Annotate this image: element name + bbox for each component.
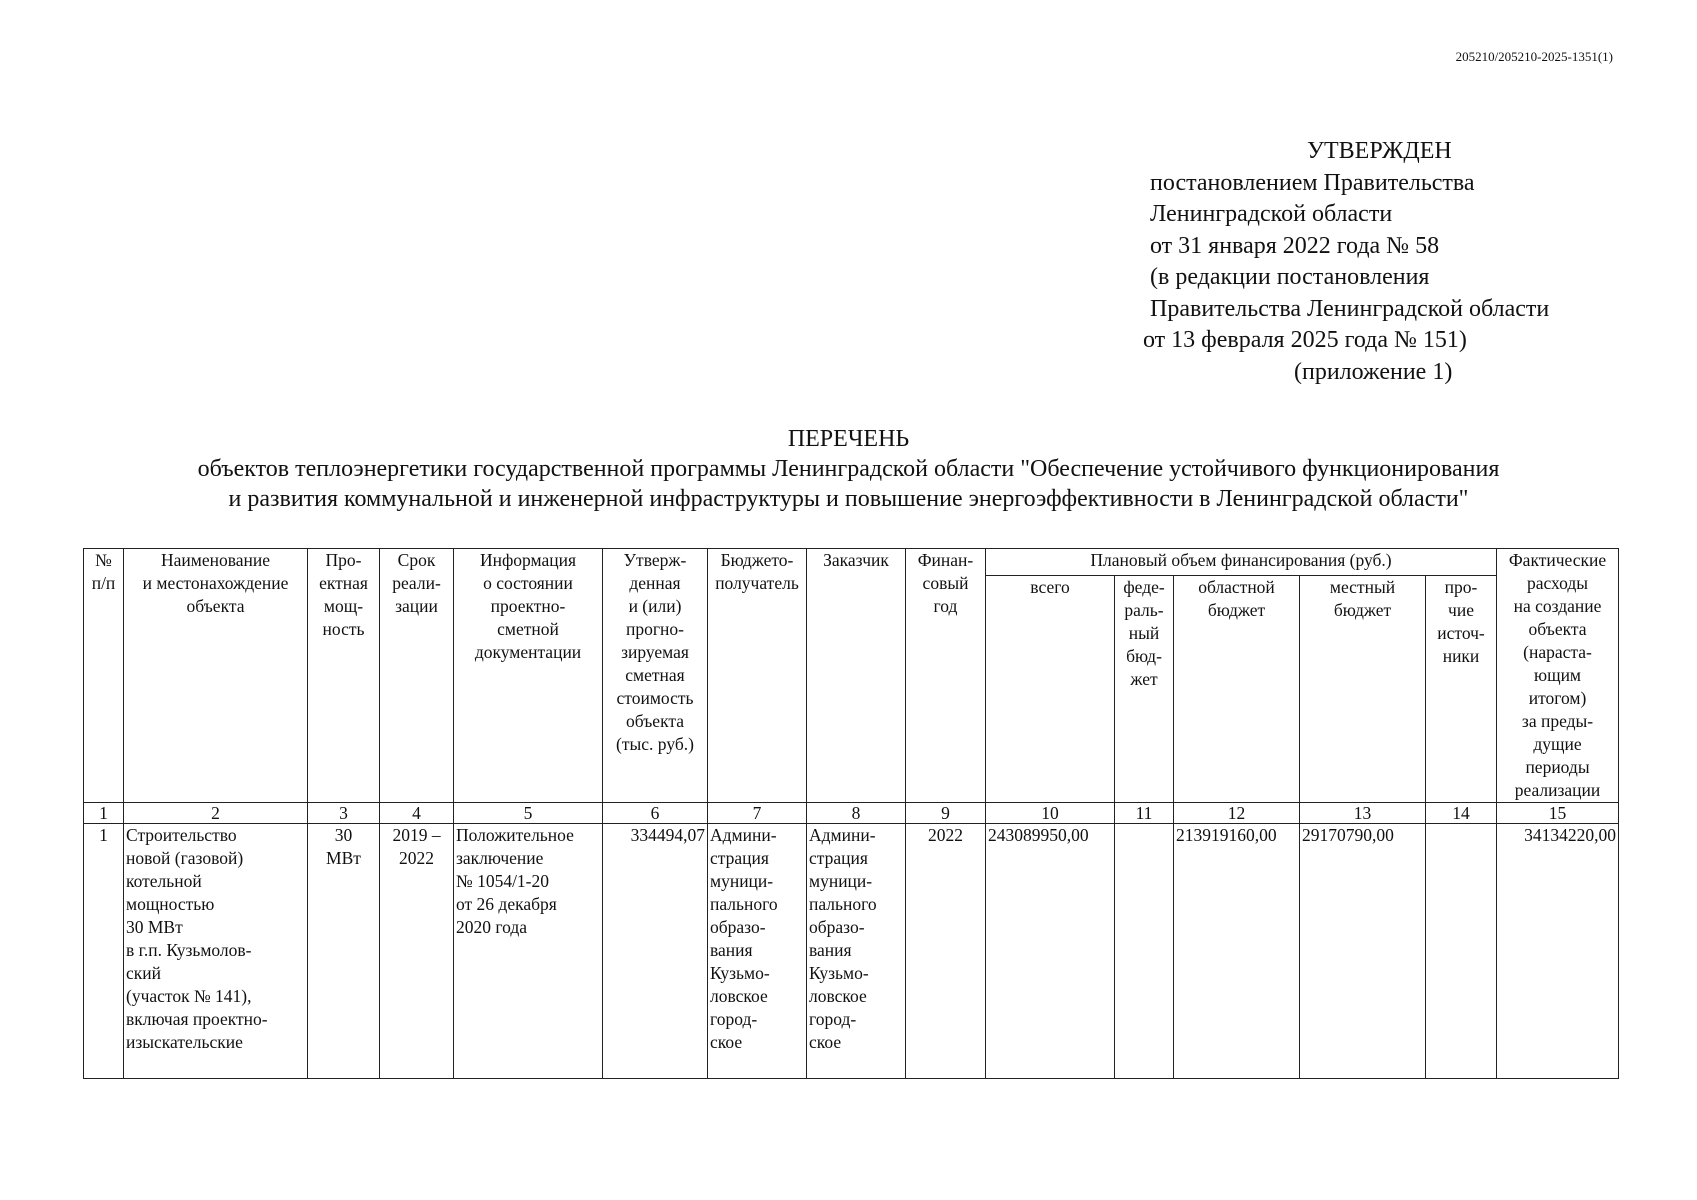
column-number: 12 (1174, 803, 1300, 824)
approval-line: Ленинградской области (1150, 201, 1393, 227)
header-cell: феде- раль- ный бюд- жет (1115, 576, 1174, 803)
approval-line: от 31 января 2022 года № 58 (1150, 232, 1440, 259)
header-cell: всего (986, 576, 1115, 803)
header-cell: Заказчик (807, 549, 906, 803)
header-cell: Бюджето- получатель (708, 549, 807, 803)
heading-title: ПЕРЕЧЕНЬ (787, 426, 910, 452)
object-name: Строительство новой (газовой) котельной мощностью 30 МВт в г.п. Кузьмолов- ский (участок № 141), включая проектно- изыскательские (124, 824, 308, 1079)
header-group-plan: Плановый объем финансирования (руб.) (986, 549, 1497, 576)
column-number: 15 (1497, 803, 1619, 824)
approval-line: от 13 февраля 2025 года № 151) (1143, 327, 1467, 353)
column-number: 6 (603, 803, 708, 824)
local-budget: 29170790,00 (1300, 824, 1426, 1079)
header-cell: местный бюджет (1300, 576, 1426, 803)
header-cell: Финан- совый год (906, 549, 986, 803)
psd-info: Положительное заключение № 1054/1-20 от 26 декабря 2020 года (454, 824, 603, 1079)
heading-line: и развития коммунальной и инженерной инфраструктуры и повышение энергоэффективности в Ленинградской области" (228, 486, 1469, 512)
approval-line: УТВЕРЖДЕН (1307, 138, 1452, 164)
capacity: 30 МВт (308, 824, 380, 1079)
other-sources (1426, 824, 1497, 1079)
column-number: 14 (1426, 803, 1497, 824)
column-number: 13 (1300, 803, 1426, 824)
header-cell: Информация о состоянии проектно- сметной документации (454, 549, 603, 803)
header-row (84, 549, 1619, 576)
column-number: 1 (84, 803, 124, 824)
header-cell: про- чие источ- ники (1426, 576, 1497, 803)
column-number: 9 (906, 803, 986, 824)
column-number: 8 (807, 803, 906, 824)
approval-line: Правительства Ленинградской области (1150, 295, 1550, 322)
column-number: 10 (986, 803, 1115, 824)
heading-line: объектов теплоэнергетики государственной программы Ленинградской области "Обеспечение устойчивого функционирования (197, 456, 1500, 482)
header-cell: Срок реали- зации (380, 549, 454, 803)
row-number: 1 (84, 824, 124, 1079)
column-number: 7 (708, 803, 807, 824)
header-cell: Про- ектная мощ- ность (308, 549, 380, 803)
document-heading (0, 424, 1697, 514)
header-cell: Фактические расходы на создание объекта (нараста- ющим итогом) за преды- дущие периоды реализации (1497, 549, 1619, 803)
column-number: 2 (124, 803, 308, 824)
approval-stamp (1143, 136, 1550, 388)
realization-term: 2019 – 2022 (380, 824, 454, 1079)
approval-line: (в редакции постановления (1150, 264, 1430, 290)
header-cell: № п/п (84, 549, 124, 803)
regional-budget: 213919160,00 (1174, 824, 1300, 1079)
approval-line: (приложение 1) (1294, 358, 1453, 385)
estimated-cost: 334494,07 (603, 824, 708, 1079)
budget-recipient: Админи- страция муници- пального образо- вания Кузьмо- ловское город- ское (708, 824, 807, 1079)
header-cell: областной бюджет (1174, 576, 1300, 803)
approval-line: постановлением Правительства (1150, 169, 1475, 196)
actual-expenses: 34134220,00 (1497, 824, 1619, 1079)
total-amount: 243089950,00 (986, 824, 1115, 1079)
document-id: 205210/205210-2025-1351(1) (1455, 49, 1613, 64)
column-number-row (84, 803, 1619, 824)
column-number: 5 (454, 803, 603, 824)
header-cell: Утверж- денная и (или) прогно- зируемая сметная стоимость объекта (тыс. руб.) (603, 549, 708, 803)
federal-budget (1115, 824, 1174, 1079)
header-cell: Наименование и местонахождение объекта (124, 549, 308, 803)
financial-year: 2022 (906, 824, 986, 1079)
objects-table (83, 548, 1619, 1079)
column-number: 11 (1115, 803, 1174, 824)
column-number: 4 (380, 803, 454, 824)
table-row (84, 824, 1619, 1079)
column-number: 3 (308, 803, 380, 824)
customer: Админи- страция муници- пального образо- вания Кузьмо- ловское город- ское (807, 824, 906, 1079)
